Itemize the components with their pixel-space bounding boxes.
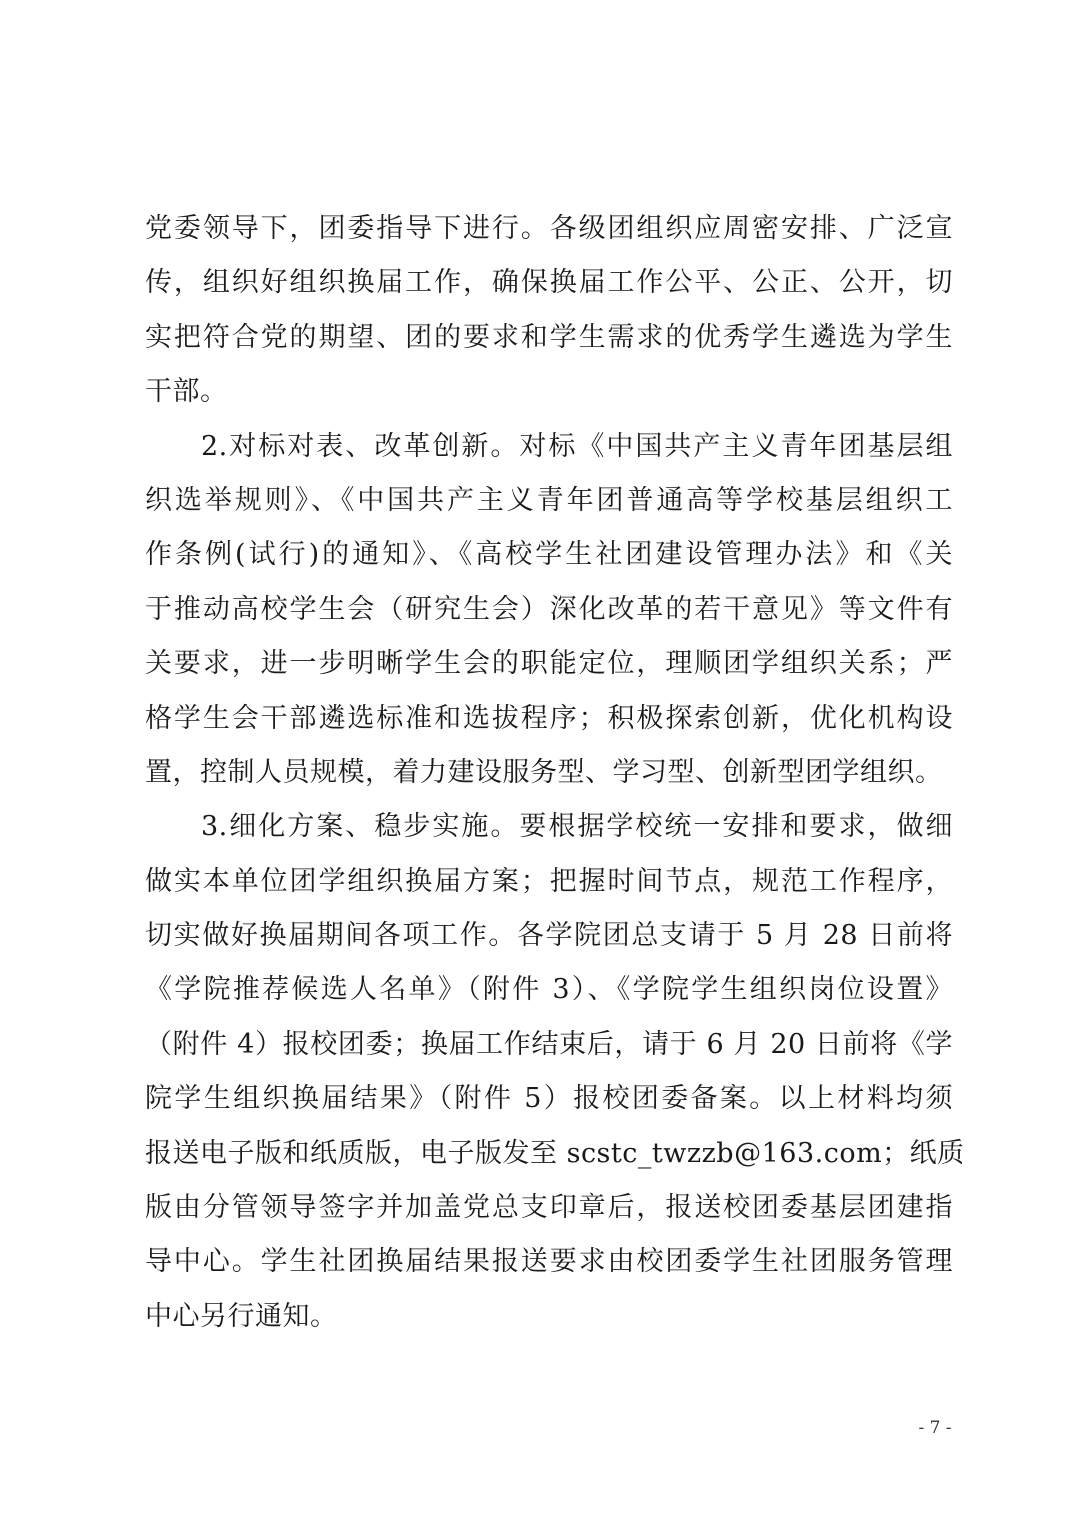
text-line: （附件 4）报校团委；换届工作结束后，请于 6 月 20 日前将《学 — [145, 1028, 953, 1060]
paragraph-2 — [145, 420, 953, 801]
text-line: 《学院推荐候选人名单》（附件 3）、《学院学生组织岗位设置》 — [145, 974, 953, 1006]
text-line: 关要求，进一步明晰学生会的职能定位，理顺团学组织关系；严 — [145, 648, 953, 680]
text-line: 传，组织好组织换届工作，确保换届工作公平、公正、公开，切 — [145, 267, 953, 299]
text-line: 干部。 — [145, 376, 228, 408]
text-line: 3.细化方案、稳步实施。要根据学校统一安排和要求，做细 — [201, 811, 953, 843]
text-line: 导中心。学生社团换届结果报送要求由校团委学生社团服务管理 — [145, 1246, 953, 1278]
text-line: 做实本单位团学组织换届方案；把握时间节点，规范工作程序， — [145, 865, 953, 897]
text-line: 实把符合党的期望、团的要求和学生需求的优秀学生遴选为学生 — [145, 321, 953, 353]
text-line: 作条例(试行)的通知》、《高校学生社团建设管理办法》和《关 — [145, 539, 953, 571]
text-line: 2.对标对表、改革创新。对标《中国共产主义青年团基层组 — [201, 430, 953, 462]
text-line: 织选举规则》、《中国共产主义青年团普通高等学校基层组织工 — [145, 484, 953, 516]
paragraph-continuation — [145, 202, 953, 420]
page-number: - 7 - — [918, 1418, 952, 1438]
text-line: 版由分管领导签字并加盖党总支印章后，报送校团委基层团建指 — [145, 1192, 953, 1224]
text-line: 格学生会干部遴选标准和选拔程序；积极探索创新，优化机构设 — [145, 702, 953, 734]
text-line: 切实做好换届期间各项工作。各学院团总支请于 5 月 28 日前将 — [145, 920, 953, 952]
text-line: 于推动高校学生会（研究生会）深化改革的若干意见》等文件有 — [145, 593, 953, 625]
paragraph-3 — [145, 800, 965, 1344]
text-line: 院学生组织换届结果》（附件 5）报校团委备案。以上材料均须 — [145, 1083, 953, 1115]
text-line: 置，控制人员规模，着力建设服务型、学习型、创新型团学组织。 — [145, 756, 943, 788]
text-line: 党委领导下，团委指导下进行。各级团组织应周密安排、广泛宣 — [145, 213, 953, 244]
text-line: 报送电子版和纸质版，电子版发至 scstc_twzzb@163.com；纸质 — [145, 1137, 965, 1169]
text-line: 中心另行通知。 — [145, 1300, 338, 1332]
document-body — [145, 202, 965, 1344]
